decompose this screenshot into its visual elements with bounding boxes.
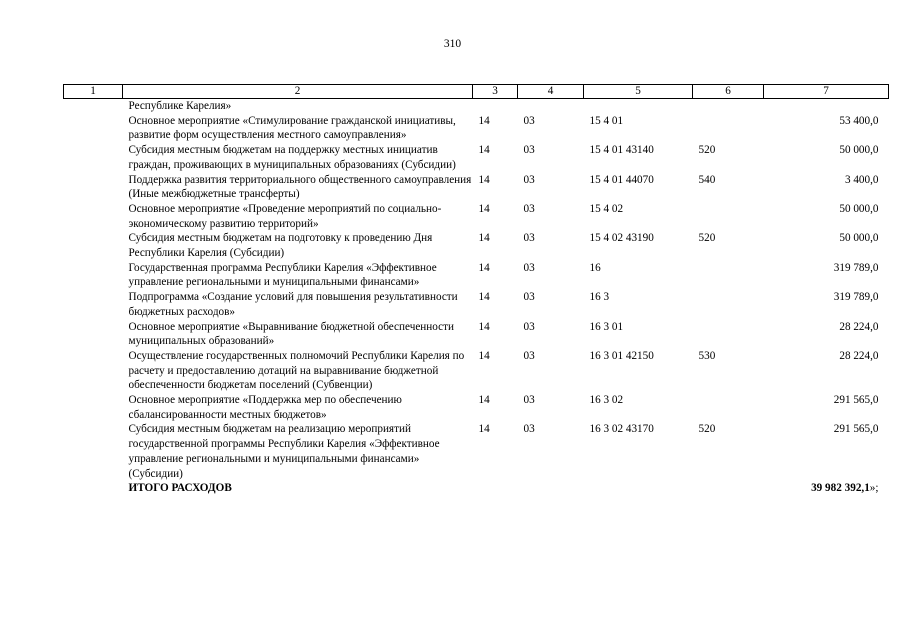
amount: 28 224,0 xyxy=(839,320,879,333)
row-number-cell xyxy=(64,393,123,422)
expense-name: Государственная программа Республики Карелия «Эффективное управление региональными и муниципальными финансами» xyxy=(128,261,437,289)
table-row xyxy=(64,173,889,202)
section-code: 14 xyxy=(478,232,490,245)
row-number-cell xyxy=(64,231,123,260)
header-col-3: 3 xyxy=(473,85,518,99)
header-col-2: 2 xyxy=(123,85,473,99)
table-row xyxy=(64,114,889,143)
expense-type-code xyxy=(693,393,764,422)
expense-name: Осуществление государственных полномочий Республики Карелия по расчету и предоставлению дотаций на выравнивание бюджетной обеспеченности бюджетам поселений (Субвенции) xyxy=(128,349,465,392)
table-row xyxy=(64,349,889,393)
table-row xyxy=(64,320,889,349)
section-code: 14 xyxy=(478,261,490,274)
subsection-code: 03 xyxy=(523,394,535,407)
target-article-code: 16 3 01 xyxy=(589,320,624,333)
header-col-1: 1 xyxy=(64,85,123,99)
section-code: 14 xyxy=(478,144,490,157)
amount: 50 000,0 xyxy=(839,144,879,157)
page-number: 310 xyxy=(443,38,462,50)
row-number-cell xyxy=(64,422,123,481)
expense-type-code xyxy=(693,290,764,319)
row-number-cell xyxy=(64,114,123,143)
amount: 319 789,0 xyxy=(833,261,879,274)
total-amount-cell xyxy=(764,481,889,496)
total-row xyxy=(64,481,889,496)
table-body xyxy=(64,99,889,482)
subsection-code: 03 xyxy=(523,173,535,186)
total-suffix: »; xyxy=(869,482,879,495)
expense-name: Субсидия местным бюджетам на поддержку местных инициатив граждан, проживающих в муниципальных образованиях (Субсидии) xyxy=(128,144,456,171)
row-number-cell xyxy=(64,143,123,172)
header-row xyxy=(64,85,889,99)
amount: 291 565,0 xyxy=(833,394,879,407)
table-row xyxy=(64,99,889,114)
budget-table xyxy=(63,84,889,496)
table-row xyxy=(64,290,889,319)
subsection-code: 03 xyxy=(523,349,535,362)
row-number-cell xyxy=(64,290,123,319)
row-number-cell xyxy=(64,99,123,114)
expense-name: Поддержка развития территориального общественного самоуправления (Иные межбюджетные трансферты) xyxy=(128,173,472,201)
section-code xyxy=(473,99,518,114)
target-article-code: 15 4 01 43140 xyxy=(589,144,654,157)
total-empty-cell xyxy=(64,481,123,496)
target-article-code xyxy=(584,99,693,114)
expense-type-code xyxy=(693,320,764,349)
expense-name: Основное мероприятие «Стимулирование гражданской инициативы, развитие форм осуществления местного самоуправления» xyxy=(128,114,456,142)
target-article-code: 16 3 xyxy=(589,291,610,304)
target-article-code: 15 4 01 44070 xyxy=(589,173,654,186)
subsection-code: 03 xyxy=(523,232,535,245)
section-code: 14 xyxy=(478,202,490,215)
table-row xyxy=(64,261,889,290)
header-col-6: 6 xyxy=(693,85,764,99)
expense-type-code: 520 xyxy=(698,232,716,245)
expense-name: Субсидия местным бюджетам на реализацию мероприятий государственной программы Республики Карелия «Эффективное управление региональными и муниципальными финансами» (Субсидии) xyxy=(128,423,440,480)
target-article-code: 16 3 02 xyxy=(589,394,624,407)
row-number-cell xyxy=(64,261,123,290)
section-code: 14 xyxy=(478,394,490,407)
subsection-code: 03 xyxy=(523,114,535,127)
expense-name: Республике Карелия» xyxy=(128,100,232,112)
table-row xyxy=(64,393,889,422)
expense-type-code: 520 xyxy=(698,144,716,157)
amount: 50 000,0 xyxy=(839,232,879,245)
total-amount: 39 982 392,1 xyxy=(811,482,870,495)
expense-type-code xyxy=(693,202,764,231)
subsection-code: 03 xyxy=(523,291,535,304)
subsection-code: 03 xyxy=(523,202,535,215)
subsection-code: 03 xyxy=(523,261,535,274)
amount: 291 565,0 xyxy=(833,423,879,436)
row-number-cell xyxy=(64,202,123,231)
target-article-code: 15 4 01 xyxy=(589,114,624,127)
section-code: 14 xyxy=(478,349,490,362)
expense-type-code: 520 xyxy=(698,423,716,436)
target-article-code: 16 3 02 43170 xyxy=(589,423,654,436)
section-code: 14 xyxy=(478,291,490,304)
expense-name: Основное мероприятие «Выравнивание бюджетной обеспеченности муниципальных образований» xyxy=(128,320,454,348)
row-number-cell xyxy=(64,320,123,349)
subsection-code: 03 xyxy=(523,423,535,436)
expense-type-code: 540 xyxy=(698,173,716,186)
amount: 53 400,0 xyxy=(839,114,879,127)
amount: 28 224,0 xyxy=(839,349,879,362)
expense-name: Подпрограмма «Создание условий для повышения результативности бюджетных расходов» xyxy=(128,291,458,318)
expense-type-code xyxy=(693,261,764,290)
target-article-code: 15 4 02 xyxy=(589,202,624,215)
section-code: 14 xyxy=(478,114,490,127)
row-number-cell xyxy=(64,173,123,202)
row-number-cell xyxy=(64,349,123,393)
expense-name: Основное мероприятие «Проведение мероприятий по социально-экономическому развитию территорий» xyxy=(128,202,442,230)
expense-type-code: 530 xyxy=(698,349,716,362)
target-article-code: 16 3 01 42150 xyxy=(589,349,654,362)
amount: 50 000,0 xyxy=(839,202,879,215)
expense-type-code xyxy=(693,99,764,114)
target-article-code: 15 4 02 43190 xyxy=(589,232,654,245)
header-col-5: 5 xyxy=(584,85,693,99)
subsection-code xyxy=(518,99,584,114)
subsection-code: 03 xyxy=(523,320,535,333)
header-col-4: 4 xyxy=(518,85,584,99)
table-row xyxy=(64,143,889,172)
amount xyxy=(764,99,889,114)
table-row xyxy=(64,422,889,481)
subsection-code: 03 xyxy=(523,144,535,157)
amount: 319 789,0 xyxy=(833,291,879,304)
section-code: 14 xyxy=(478,173,490,186)
expense-name: Субсидия местным бюджетам на подготовку к проведению Дня Республики Карелия (Субсидии) xyxy=(128,232,433,260)
total-label: ИТОГО РАСХОДОВ xyxy=(128,482,232,495)
expense-type-code xyxy=(693,114,764,143)
target-article-code: 16 xyxy=(589,261,601,274)
section-code: 14 xyxy=(478,423,490,436)
expense-name: Основное мероприятие «Поддержка мер по обеспечению сбалансированности местных бюджетов» xyxy=(128,394,402,421)
amount: 3 400,0 xyxy=(844,173,879,186)
section-code: 14 xyxy=(478,320,490,333)
table-row xyxy=(64,202,889,231)
header-col-7: 7 xyxy=(764,85,889,99)
table-row xyxy=(64,231,889,260)
